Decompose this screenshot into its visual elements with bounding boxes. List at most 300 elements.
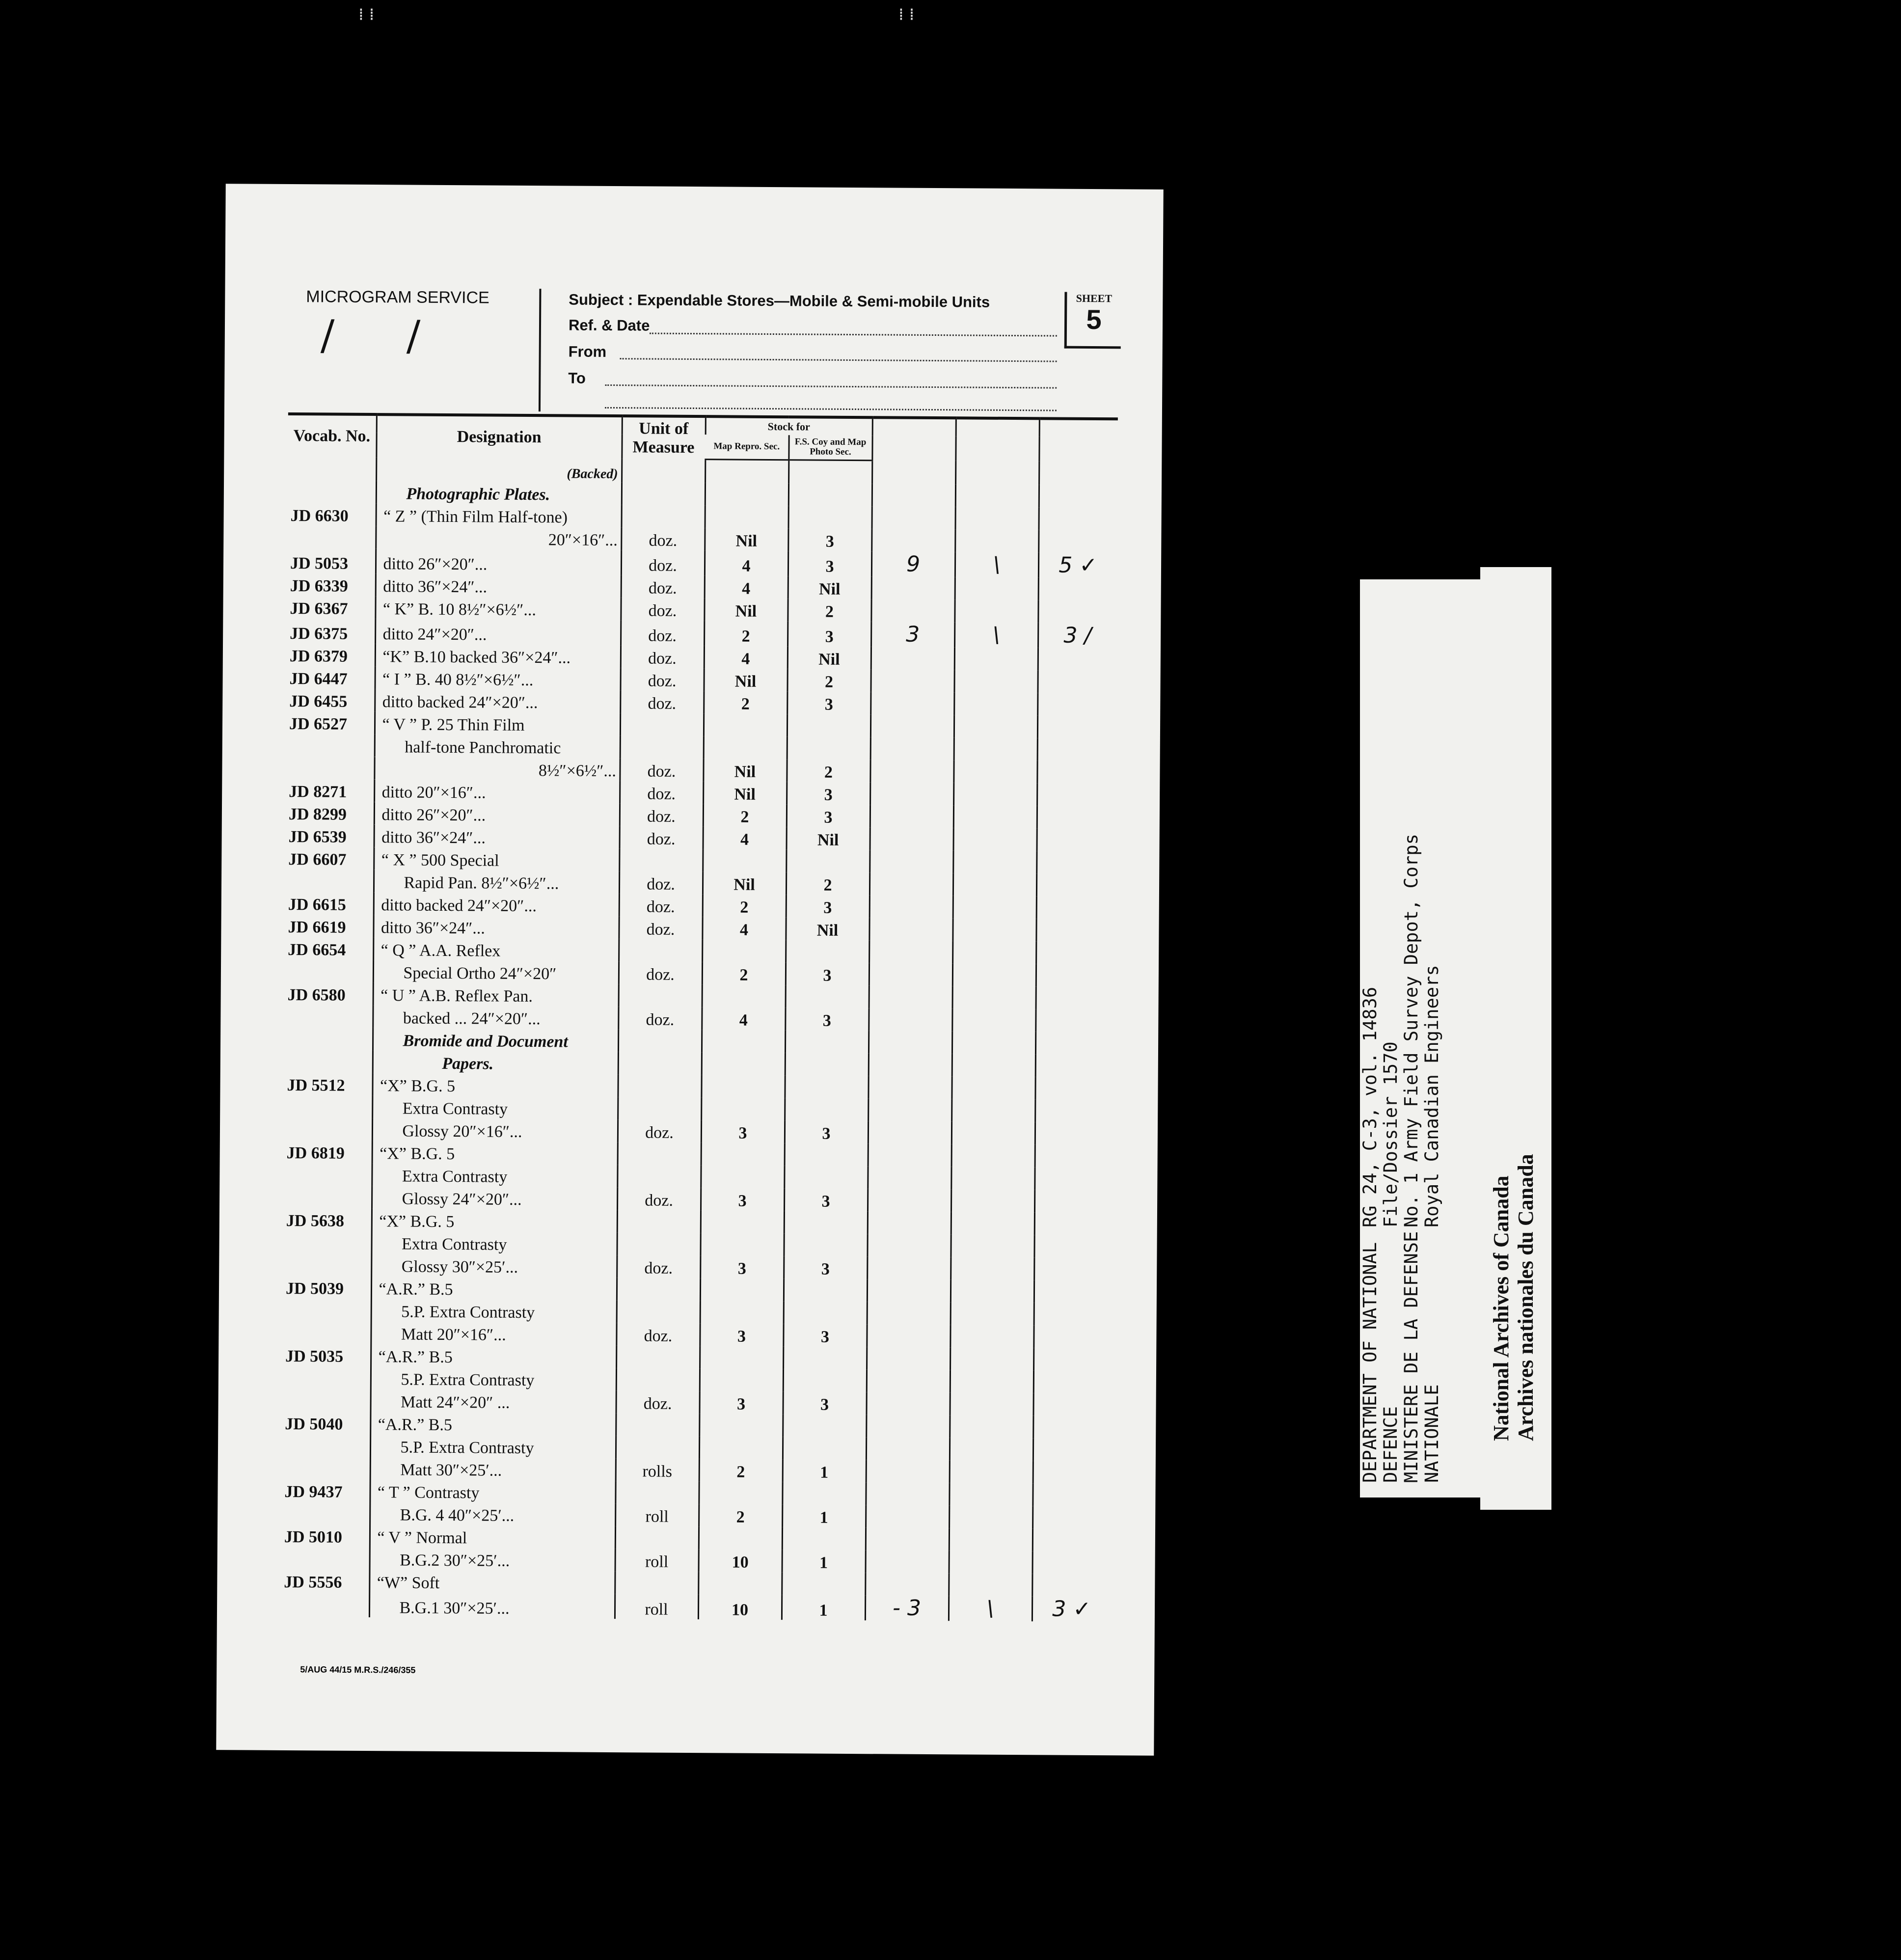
cell-handwritten-1: [867, 1302, 950, 1325]
cell-map-repro: 2: [703, 804, 787, 827]
cell-map-repro: [702, 939, 786, 962]
archive-name-en: National Archives of Canada: [1489, 1175, 1513, 1441]
cell-map-repro: [699, 1414, 783, 1437]
cell-handwritten-2: [950, 1415, 1033, 1438]
cell-handwritten-3: [1038, 530, 1117, 553]
cell-handwritten-3: [1035, 1077, 1113, 1100]
cell-handwritten-3: [1034, 1190, 1113, 1213]
archive-label-row: [1401, 579, 1422, 1497]
cell-handwritten-3: [1032, 1506, 1111, 1529]
cell-unit: doz.: [620, 803, 703, 826]
cell-unit: [616, 1368, 700, 1391]
cell-map-repro: [704, 713, 787, 736]
cell-handwritten-2: [953, 760, 1037, 783]
cell-fs-coy: 3: [785, 1120, 868, 1143]
cell-designation: 5.P. Extra Contrasty: [370, 1434, 616, 1458]
cell-handwritten-3: [1037, 761, 1115, 784]
cell-fs-coy: 1: [783, 1459, 866, 1482]
cell-handwritten-3: [1039, 461, 1117, 485]
cell-map-repro: 3: [700, 1323, 783, 1346]
cell-handwritten-3: [1033, 1416, 1112, 1439]
cell-handwritten-1: [869, 940, 952, 963]
cell-designation: “A.R.” B.5: [370, 1412, 616, 1436]
cell-fs-coy: 2: [787, 669, 870, 692]
cell-designation: Photographic Plates.: [376, 481, 622, 505]
cell-fs-coy: [786, 849, 869, 872]
cell-fs-coy: [782, 1482, 866, 1505]
cell-designation: ditto backed 24″×20″...: [375, 689, 620, 713]
cell-fs-coy: 2: [788, 599, 871, 622]
cell-unit: [618, 1074, 701, 1097]
cell-map-repro: [700, 1301, 784, 1324]
cell-handwritten-1: [869, 850, 953, 873]
cell-vocab: JD 6619: [288, 918, 346, 937]
cell-map-repro: 3: [701, 1188, 784, 1211]
stores-table: [281, 412, 1118, 1622]
cell-vocab: [285, 869, 374, 892]
cell-handwritten-2: \: [955, 552, 1038, 577]
cell-unit: [617, 1300, 700, 1323]
cell-designation: B.G. 4 40″×25′...: [370, 1502, 615, 1526]
cell-unit: doz.: [621, 598, 704, 621]
cell-unit: [616, 1413, 699, 1436]
cell-designation: “ K” B. 10 8½″×6½″...: [375, 596, 621, 620]
cell-handwritten-2: [955, 529, 1038, 552]
cell-map-repro: [702, 1030, 785, 1053]
cell-handwritten-1: [870, 737, 954, 760]
table-row: [287, 547, 1117, 577]
service-label: MICROGRAM SERVICE: [306, 287, 489, 307]
cell-map-repro: [701, 1075, 785, 1098]
cell-fs-coy: Nil: [787, 827, 870, 850]
cell-fs-coy: [785, 1075, 868, 1098]
cell-fs-coy: [788, 460, 872, 484]
cell-fs-coy: [786, 985, 869, 1008]
cell-vocab: JD 6539: [288, 827, 347, 846]
cell-fs-coy: [788, 506, 871, 529]
col-blank-2: [955, 418, 1039, 461]
cell-handwritten-2: [949, 1505, 1032, 1528]
cell-handwritten-1: [872, 484, 955, 507]
cell-handwritten-3: [1038, 648, 1116, 671]
cell-fs-coy: 2: [787, 759, 870, 782]
cell-handwritten-1: [869, 1053, 952, 1076]
cell-handwritten-2: [949, 1573, 1032, 1596]
cell-designation: Matt 24″×20″ ...: [370, 1389, 616, 1413]
cell-vocab: JD 6527: [289, 714, 348, 734]
cell-unit: doz.: [621, 620, 704, 646]
cell-handwritten-3: [1037, 693, 1116, 716]
archive-name-fr: Archives nationales du Canada: [1514, 1154, 1538, 1441]
cell-handwritten-3: [1032, 1551, 1111, 1574]
cell-designation: “ Z ” (Thin Film Half-tone): [376, 503, 622, 527]
cell-designation: “ Q ” A.A. Reflex: [373, 937, 619, 961]
cell-map-repro: Nil: [705, 528, 788, 551]
cell-unit: [622, 482, 705, 505]
cell-handwritten-1: [868, 1189, 951, 1212]
cell-handwritten-1: [868, 1076, 951, 1099]
cell-handwritten-1: [867, 1369, 950, 1392]
cell-vocab: JD 6615: [288, 895, 346, 914]
archive-label-dept-line: DEPARTMENT OF NATIONAL: [1359, 1242, 1381, 1483]
cell-fs-coy: [785, 1098, 868, 1121]
cell-vocab: [284, 1027, 373, 1050]
cell-map-repro: 4: [705, 575, 788, 599]
cell-handwritten-1: [866, 1482, 949, 1505]
cell-handwritten-1: [871, 529, 955, 552]
cell-handwritten-2: [954, 715, 1037, 738]
cell-unit: [618, 1142, 701, 1165]
cell-handwritten-3: [1037, 806, 1115, 829]
cell-handwritten-1: [865, 1573, 949, 1596]
archive-label-text: [1360, 579, 1442, 1497]
table-body: [281, 457, 1117, 1622]
sheet-number: 5: [1086, 303, 1102, 335]
cell-map-repro: [699, 1526, 782, 1550]
cell-designation: “ U ” A.B. Reflex Pan.: [373, 982, 619, 1007]
archive-label-dept-line: MINISTERE DE LA DEFENSE: [1401, 1231, 1422, 1483]
cell-map-repro: [705, 505, 788, 528]
cell-map-repro: 2: [699, 1459, 783, 1482]
cell-vocab: [284, 1117, 372, 1140]
cell-vocab: JD 9437: [284, 1482, 343, 1501]
cell-unit: doz.: [621, 575, 705, 598]
cell-designation: Matt 20″×16″...: [371, 1321, 616, 1345]
cell-handwritten-1: [866, 1415, 950, 1438]
cell-handwritten-2: [952, 1008, 1035, 1032]
cell-unit: doz.: [616, 1323, 700, 1346]
cell-designation: ditto backed 24″×20″...: [374, 892, 619, 916]
cell-handwritten-2: [950, 1302, 1034, 1325]
from-label: From: [568, 343, 607, 360]
cell-designation: “A.R.” B.5: [371, 1276, 617, 1300]
cell-handwritten-3: [1035, 1009, 1114, 1032]
cell-handwritten-1: 9: [871, 551, 955, 577]
cell-handwritten-3: [1038, 577, 1117, 600]
cell-unit: [622, 459, 705, 483]
cell-designation: “ T ” Contrasty: [370, 1479, 615, 1503]
cell-unit: roll: [615, 1594, 698, 1619]
cell-designation: “ X ” 500 Special: [374, 847, 619, 871]
cell-handwritten-2: [952, 963, 1036, 986]
archive-label-dept-line: NATIONALE: [1421, 1384, 1442, 1483]
cell-handwritten-2: [950, 1460, 1033, 1483]
cell-vocab: JD 6339: [290, 576, 348, 596]
cell-vocab: [286, 756, 374, 779]
cell-vocab: JD 5040: [285, 1415, 343, 1434]
cell-fs-coy: [785, 1030, 869, 1053]
cell-fs-coy: [785, 1053, 869, 1076]
cell-handwritten-3: [1038, 600, 1116, 623]
cell-unit: roll: [615, 1549, 699, 1572]
cell-handwritten-1: [869, 963, 952, 986]
cell-fs-coy: [787, 736, 870, 760]
cell-handwritten-2: [950, 1325, 1033, 1348]
archive-label-file-line: Royal Canadian Engineers: [1421, 965, 1442, 1227]
cell-handwritten-3: 3 ✓: [1032, 1596, 1111, 1622]
cell-handwritten-3: [1035, 1122, 1113, 1145]
cell-unit: [616, 1345, 700, 1368]
cell-handwritten-3: [1038, 507, 1117, 530]
cell-handwritten-3: [1036, 896, 1115, 919]
cell-handwritten-2: [951, 1212, 1034, 1235]
cell-handwritten-2: [950, 1279, 1034, 1303]
cell-map-repro: 2: [702, 962, 786, 985]
cell-designation: ditto 26″×20″...: [376, 548, 621, 575]
cell-map-repro: [701, 1143, 785, 1166]
cell-handwritten-3: [1033, 1348, 1112, 1371]
cell-handwritten-2: [952, 986, 1036, 1009]
cell-vocab: JD 6654: [288, 940, 346, 959]
cell-handwritten-2: \: [949, 1596, 1032, 1621]
cell-designation: Extra Contrasty: [372, 1163, 617, 1187]
cell-handwritten-3: [1035, 1054, 1114, 1077]
cell-handwritten-2: [952, 1054, 1035, 1077]
cell-unit: doz.: [620, 690, 704, 713]
cell-designation: ditto 36″×24″...: [373, 915, 619, 939]
cell-vocab: [282, 1433, 370, 1456]
cell-handwritten-1: [871, 506, 955, 529]
table-row: [281, 1591, 1111, 1621]
cell-unit: [617, 1165, 701, 1188]
cell-unit: doz.: [619, 871, 703, 894]
cell-handwritten-1: [870, 692, 954, 715]
cell-map-repro: 10: [698, 1594, 782, 1620]
cell-handwritten-2: [954, 692, 1037, 715]
cell-handwritten-3: 3 /: [1038, 623, 1116, 648]
cell-fs-coy: [783, 1414, 866, 1437]
cell-fs-coy: [788, 483, 872, 506]
cell-vocab: JD 8271: [289, 782, 347, 801]
col-designation: Designation: [376, 414, 622, 459]
cell-unit: [615, 1481, 699, 1504]
cell-map-repro: 10: [699, 1549, 782, 1572]
cell-handwritten-1: [868, 1121, 951, 1144]
cell-fs-coy: 3: [784, 1256, 867, 1279]
cell-map-repro: 2: [704, 621, 788, 646]
cell-unit: doz.: [620, 826, 703, 849]
cell-handwritten-2: [950, 1347, 1033, 1370]
cell-fs-coy: 1: [782, 1504, 866, 1527]
cell-fs-coy: 3: [786, 895, 869, 918]
cell-map-repro: 4: [703, 826, 787, 849]
cell-unit: [617, 1210, 701, 1233]
cell-handwritten-2: [950, 1234, 1034, 1257]
cell-vocab: [282, 1456, 370, 1479]
cell-fs-coy: 3: [788, 528, 871, 551]
cell-unit: [618, 1052, 702, 1075]
cell-handwritten-2: [953, 828, 1036, 851]
cell-map-repro: [700, 1346, 783, 1369]
col-fs-coy: F.S. Coy and Map Photo Sec.: [794, 436, 867, 458]
cell-fs-coy: [784, 1301, 867, 1324]
cell-vocab: JD 5039: [285, 1279, 344, 1298]
cell-unit: doz.: [617, 1255, 700, 1278]
cell-vocab: JD 6455: [289, 692, 348, 711]
cell-vocab: JD 6375: [290, 624, 348, 643]
cell-map-repro: [702, 984, 786, 1007]
cell-map-repro: 2: [704, 691, 787, 714]
cell-handwritten-3: [1037, 670, 1116, 693]
cell-handwritten-3: [1036, 964, 1114, 987]
cell-unit: doz.: [620, 668, 704, 691]
cell-vocab: [283, 1230, 371, 1253]
cell-handwritten-2: [953, 805, 1037, 828]
cell-vocab: [284, 1049, 373, 1072]
cell-designation: “A.R.” B.5: [371, 1344, 616, 1368]
cell-map-repro: 4: [705, 550, 788, 576]
cell-handwritten-2: [954, 670, 1037, 693]
cell-designation: 5.P. Extra Contrasty: [371, 1366, 616, 1390]
cell-handwritten-2: [951, 1189, 1034, 1212]
cell-handwritten-1: [869, 1008, 952, 1031]
cell-unit: doz.: [621, 550, 705, 575]
cell-map-repro: [701, 1097, 785, 1120]
cell-vocab: [287, 525, 376, 548]
cell-map-repro: 2: [699, 1504, 782, 1527]
cell-handwritten-3: [1039, 485, 1117, 508]
cell-unit: [617, 1278, 700, 1301]
cell-fs-coy: Nil: [788, 576, 871, 599]
cell-handwritten-1: [871, 647, 954, 670]
document-sheet: [216, 184, 1163, 1756]
cell-unit: rolls: [616, 1458, 699, 1481]
archive-label-dept-line: DEFENCE: [1380, 1406, 1401, 1483]
cell-map-repro: 4: [704, 646, 788, 669]
cell-vocab: JD 5010: [284, 1527, 343, 1547]
cell-handwritten-2: [954, 599, 1038, 623]
cell-fs-coy: 3: [788, 551, 871, 576]
to-field-line2: [605, 407, 1057, 411]
cell-handwritten-2: [952, 941, 1036, 964]
cell-unit: [618, 1029, 702, 1052]
cell-handwritten-1: [866, 1392, 950, 1415]
header-divider: [539, 289, 542, 411]
cell-vocab: [282, 1365, 371, 1388]
cell-vocab: [284, 1004, 373, 1027]
from-field: [620, 358, 1057, 362]
archive-label-file-line: File/Dossier 1570: [1380, 1041, 1401, 1227]
cell-unit: [616, 1436, 699, 1459]
cell-handwritten-2: [950, 1438, 1033, 1461]
cell-handwritten-2: [951, 1121, 1035, 1144]
cell-unit: doz.: [618, 1119, 701, 1143]
cell-fs-coy: [785, 1143, 868, 1166]
form-reference: 5/AUG 44/15 M.R.S./246/355: [300, 1664, 416, 1675]
cell-handwritten-1: [866, 1460, 950, 1483]
cell-map-repro: [699, 1481, 782, 1504]
cell-handwritten-3: [1036, 851, 1115, 874]
cell-vocab: JD 5035: [285, 1347, 344, 1366]
cell-unit: roll: [615, 1503, 699, 1526]
cell-map-repro: 2: [703, 894, 786, 917]
cell-handwritten-1: [866, 1550, 949, 1573]
cell-vocab: JD 6819: [286, 1143, 345, 1163]
cell-designation: 5.P. Extra Contrasty: [371, 1299, 617, 1323]
cell-designation: ditto 36″×24″...: [374, 824, 620, 848]
cell-handwritten-3: [1033, 1325, 1112, 1348]
cell-vocab: [281, 1501, 370, 1524]
cell-handwritten-1: [868, 1098, 951, 1121]
cell-unit: [619, 939, 702, 962]
cell-designation: backed ... 24″×20″...: [373, 1005, 618, 1029]
cell-map-repro: 3: [701, 1120, 785, 1143]
cell-designation: 8½″×6½″...: [374, 757, 620, 781]
to-field: [605, 384, 1057, 389]
cell-fs-coy: 3: [783, 1391, 866, 1415]
cell-designation: “X” B.G. 5: [372, 1141, 618, 1165]
archive-label-file-line: RG 24, C-3, vol. 14836: [1359, 986, 1381, 1227]
handwritten-slash: /: [320, 311, 335, 359]
cell-handwritten-1: [869, 827, 953, 850]
cell-handwritten-1: [868, 1211, 951, 1234]
cell-designation: Glossy 30″×25′...: [371, 1253, 617, 1278]
cell-handwritten-1: [869, 1031, 952, 1054]
archive-label-row: [1422, 579, 1442, 1497]
cell-handwritten-2: [953, 850, 1036, 873]
cell-designation: “K” B.10 backed 36″×24″...: [375, 644, 621, 668]
cell-designation: “ V ” P. 25 Thin Film: [375, 711, 620, 735]
cell-fs-coy: 3: [784, 1188, 868, 1211]
form-header: [305, 287, 1121, 415]
cell-handwritten-3: [1032, 1483, 1111, 1506]
cell-unit: doz.: [617, 1187, 701, 1210]
cell-designation: Matt 30″×25′...: [370, 1457, 616, 1481]
cell-handwritten-1: - 3: [865, 1595, 949, 1621]
cell-vocab: [283, 1298, 371, 1321]
cell-fs-coy: [782, 1527, 866, 1550]
cell-handwritten-1: 3: [871, 622, 954, 647]
cell-vocab: JD 6367: [290, 599, 348, 618]
archive-label: [1360, 579, 1480, 1497]
cell-handwritten-1: [871, 576, 955, 599]
cell-fs-coy: 1: [782, 1550, 866, 1573]
cell-map-repro: [705, 459, 788, 483]
subject-line: Subject : Expendable Stores—Mobile & Semi-mobile Units: [569, 291, 990, 311]
cell-handwritten-3: [1032, 1574, 1111, 1597]
cell-designation: “X” B.G. 5: [372, 1208, 617, 1232]
cell-map-repro: 4: [702, 1007, 785, 1030]
cell-fs-coy: [784, 1233, 867, 1256]
cell-handwritten-1: [866, 1505, 949, 1528]
handwritten-slash: /: [406, 311, 421, 360]
cell-vocab: [288, 457, 376, 481]
cell-designation: Extra Contrasty: [372, 1095, 618, 1119]
cell-vocab: JD 6447: [289, 669, 348, 688]
cell-handwritten-2: [950, 1392, 1033, 1416]
ref-date-label: Ref. & Date: [568, 316, 650, 334]
cell-handwritten-1: [867, 1256, 950, 1279]
cell-handwritten-2: [952, 1031, 1035, 1054]
cell-designation: ditto 24″×20″...: [375, 619, 621, 645]
cell-handwritten-2: [955, 484, 1039, 507]
cell-map-repro: [701, 1210, 784, 1233]
cell-handwritten-2: [953, 783, 1037, 806]
cell-vocab: [288, 480, 376, 503]
cell-handwritten-3: [1034, 1235, 1113, 1258]
cell-handwritten-3: [1035, 1144, 1113, 1168]
cell-handwritten-1: [867, 1324, 950, 1347]
cell-handwritten-3: [1035, 1099, 1113, 1122]
cell-handwritten-2: [951, 1167, 1034, 1190]
cell-handwritten-3: [1034, 1212, 1113, 1235]
cell-designation: Glossy 24″×20″...: [372, 1186, 617, 1210]
cell-handwritten-3: [1035, 1032, 1114, 1055]
cell-designation: Extra Contrasty: [371, 1231, 617, 1255]
cell-handwritten-3: [1033, 1370, 1112, 1393]
cell-fs-coy: 3: [786, 962, 869, 985]
cell-unit: [617, 1232, 700, 1255]
